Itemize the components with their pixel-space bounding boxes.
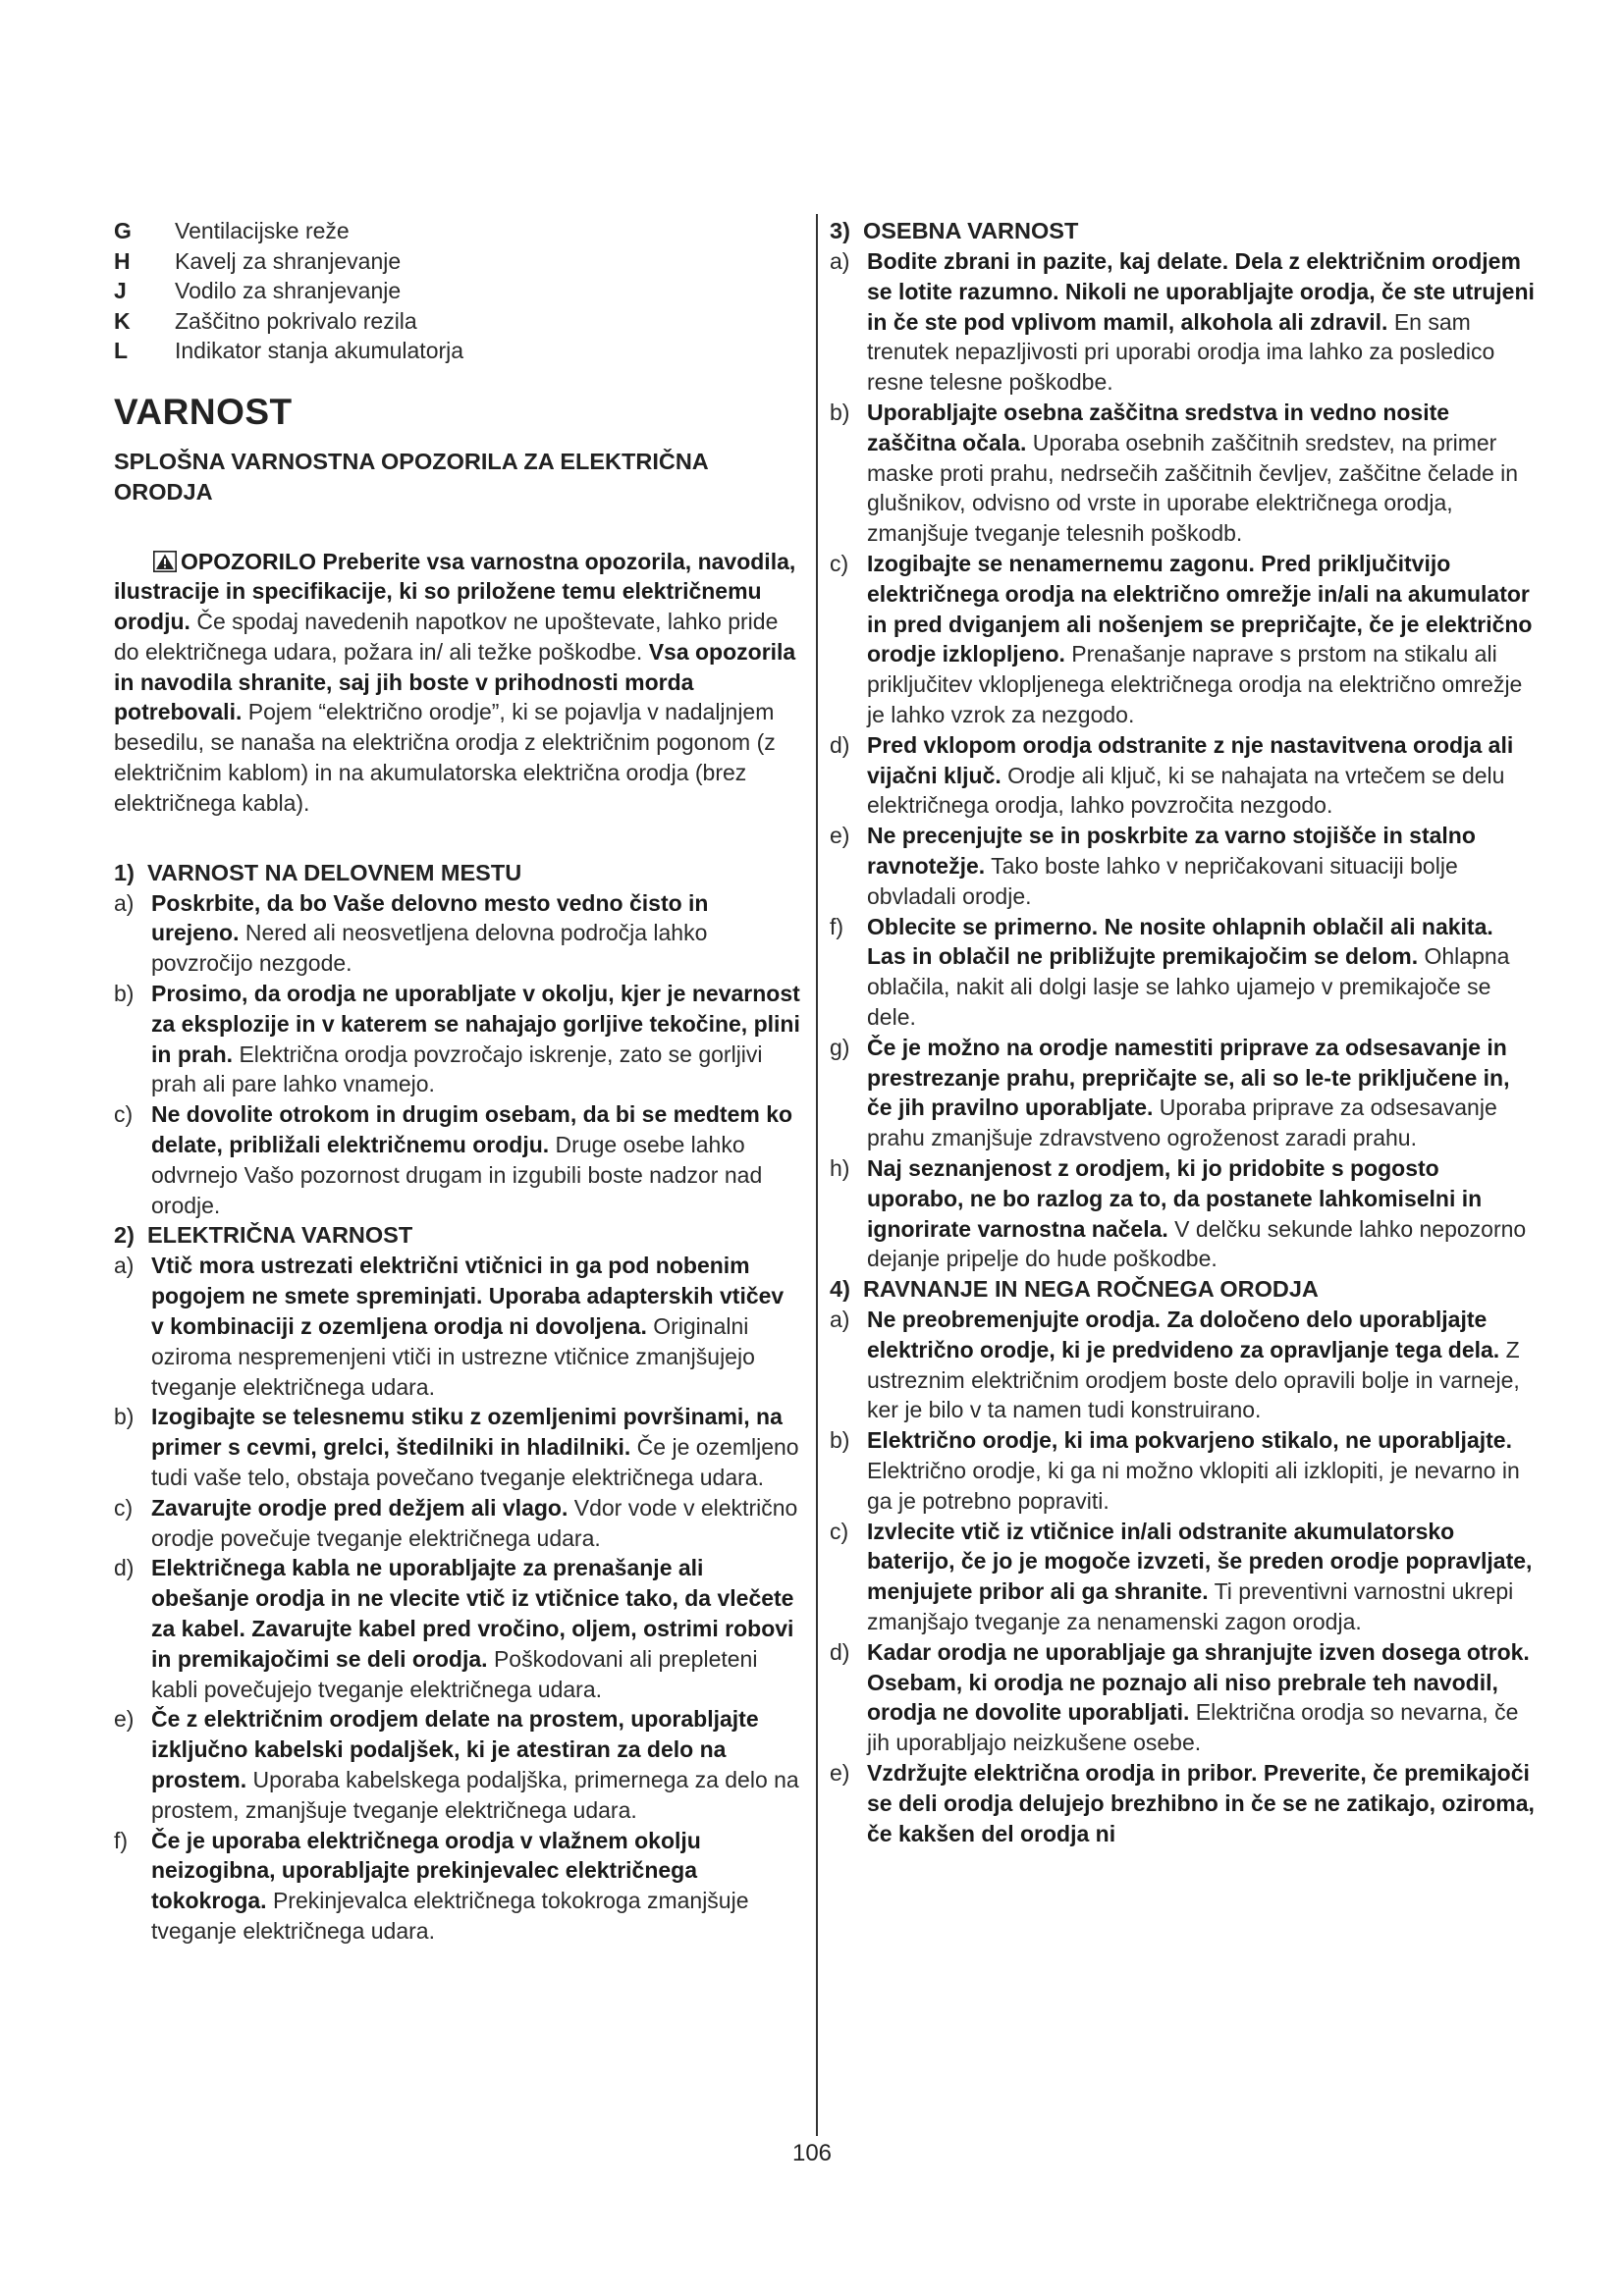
- legend-key: L: [114, 338, 129, 363]
- item-label: d): [830, 1638, 850, 1665]
- item-body: [151, 979, 801, 1099]
- item-text: Ohlapna oblačila, nakit ali dolgi lasje se lahko ujamejo v premikajoče se dele.: [867, 943, 1510, 1030]
- legend-row: [114, 276, 801, 306]
- safety-item: [114, 1704, 801, 1825]
- safety-item: [114, 1826, 801, 1947]
- item-bold-text: Če je uporaba električnega orodja v vlažnem okolju neizogibna, uporabljajte prekinjevalec električnega tokokroga.: [151, 1827, 701, 1914]
- item-text: Uporaba osebnih zaščitnih sredstev, na primer maske proti prahu, nedrsečih zaščitnih čevljev, zaščitne čelade in glušnikov, odvisno od vrste in uporabe električnega orodja, zmanjšuje tveganje telesnih poškodb.: [867, 429, 1519, 547]
- item-label: f): [830, 913, 844, 939]
- item-text: Druge osebe lahko odvrnejo Vašo pozornost drugam in izgubili boste nadzor nad orodje.: [151, 1132, 763, 1218]
- section-heading: 3) OSEBNA VARNOST: [830, 218, 1079, 243]
- item-label: d): [830, 731, 850, 758]
- item-body: [151, 1099, 801, 1220]
- item-bold-text: Vzdržujte električna orodja in pribor. Preverite, če premikajoči se deli orodja delujejo brezhibno in če se ne zatikajo, oziroma, če kakšen del orodja ni: [867, 1760, 1535, 1846]
- item-label: f): [114, 1827, 129, 1853]
- item-text: En sam trenutek nepazljivosti pri uporabi orodja ima lahko za posledico resne telesne poškodbe.: [867, 308, 1495, 396]
- legend-key: J: [114, 278, 127, 303]
- item-bold-text: Oblecite se primerno. Ne nosite ohlapnih oblačil ali nakita. Las in oblačil ne približujte premikajočim se delom.: [867, 913, 1493, 970]
- item-label: e): [830, 823, 850, 849]
- safety-item: [830, 1425, 1537, 1516]
- item-body: [867, 730, 1537, 821]
- warning-text-1: Če spodaj navedenih napotkov ne upoštevate, lahko pride do električnega udara, požara in/ ali težke poškodbe.: [114, 609, 779, 665]
- item-body: [151, 888, 801, 979]
- item-label: b): [114, 1404, 135, 1430]
- left-column: [114, 216, 801, 1947]
- item-text: Prekinjevalca električnega tokokroga zmanjšuje tveganje električnega udara.: [151, 1888, 749, 1944]
- item-bold-text: Uporabljajte osebna zaščitna sredstva in vedno nosite zaščitna očala.: [867, 399, 1450, 455]
- item-bold-text: Izogibajte se telesnemu stiku z ozemljenimi površinami, na primer s cevmi, grelci, štedilniki in hladilniki.: [151, 1404, 783, 1461]
- safety-item: [114, 1493, 801, 1554]
- item-bold-text: Električnega kabla ne uporabljajte za prenašanje ali obešanje orodja in ne vlecite vtič iz vtičnice tako, da vlečete za kabel. Zavarujte kabel pred vročino, oljem, ostrimi robovi in premikajočimi se deli orodja.: [151, 1555, 794, 1672]
- item-label: h): [830, 1154, 850, 1181]
- item-bold-text: Vtič mora ustrezati električni vtičnici in ga pod nobenim pogojem ne smete spreminjati. Uporaba adapterskih vtičev v kombinaciji z ozemljena orodja ni dovoljena.: [151, 1253, 785, 1340]
- page-number: 106: [791, 2140, 833, 2166]
- item-body: [867, 398, 1537, 549]
- legend-text: Vodilo za shranjevanje: [175, 278, 402, 303]
- item-label: a): [114, 889, 135, 916]
- item-body: [151, 1493, 801, 1554]
- item-body: [151, 1826, 801, 1947]
- right-sections: [830, 216, 1537, 1848]
- item-body: [867, 246, 1537, 398]
- item-body: [867, 1637, 1537, 1758]
- legend-text: Indikator stanja akumulatorja: [175, 338, 464, 363]
- item-text: Orodje ali ključ, ki se nahajata na vrtečem se delu električnega orodja, lahko povzročita nezgodo.: [867, 762, 1505, 819]
- warning-triangle-icon: [153, 551, 177, 572]
- item-label: b): [114, 981, 135, 1007]
- safety-item: [830, 549, 1537, 730]
- item-bold-text: Zavarujte orodje pred dežjem ali vlago.: [151, 1494, 568, 1521]
- item-text: Uporaba priprave za odsesavanje prahu zmanjšuje zdravstveno ogroženost zaradi prahu.: [867, 1095, 1497, 1151]
- column-divider: [816, 214, 818, 2136]
- item-text: Z ustreznim električnim orodjem boste delo opravili bolje in varneje, ker je bilo v ta namen tudi konstruirano.: [867, 1336, 1520, 1423]
- item-text: Če je ozemljeno tudi vaše telo, obstaja povečano tveganje električnega udara.: [151, 1434, 799, 1491]
- safety-item: [830, 821, 1537, 911]
- item-body: [151, 1251, 801, 1402]
- item-text: Vdor vode v električno orodje povečuje tveganje električnega udara.: [151, 1494, 798, 1551]
- safety-item: [830, 1637, 1537, 1758]
- item-body: [867, 821, 1537, 911]
- item-text: Tako boste lahko v nepričakovani situaciji bolje obvladali orodje.: [867, 852, 1458, 909]
- item-bold-text: Prosimo, da orodja ne uporabljate v okolju, kjer je nevarnost za eksplozije in v katerem se nahajajo gorljive tekočine, plini in prah.: [151, 981, 800, 1067]
- item-body: [867, 1033, 1537, 1153]
- item-body: [867, 1517, 1537, 1637]
- legend-text: Zaščitno pokrivalo rezila: [175, 307, 417, 334]
- item-label: c): [830, 550, 849, 576]
- item-body: [867, 549, 1537, 730]
- item-bold-text: Naj seznanjenost z orodjem, ki jo pridobite s pogosto uporabo, ne bo razlog za to, da postanete lahkomiselni in ignorirate varnostna načela.: [867, 1154, 1483, 1242]
- item-bold-text: Električno orodje, ki ima pokvarjeno stikalo, ne uporabljajte.: [867, 1427, 1512, 1454]
- item-label: b): [830, 1427, 850, 1454]
- legend-text: Ventilacijske reže: [175, 218, 350, 243]
- item-body: [867, 1425, 1537, 1516]
- item-bold-text: Pred vklopom orodja odstranite z nje nastavitvena orodja ali vijačni ključ.: [867, 731, 1514, 788]
- safety-item: [830, 246, 1537, 398]
- safety-item: [830, 1517, 1537, 1637]
- warning-bold-1: OPOZORILO Preberite vsa varnostna opozorila, navodila, ilustracije in specifikacije, ki so priložene temu električnemu orodju.: [114, 548, 796, 635]
- safety-item: [114, 1402, 801, 1492]
- item-label: b): [830, 399, 850, 425]
- item-label: c): [114, 1101, 134, 1128]
- safety-item: [114, 1553, 801, 1704]
- warning-paragraph: [114, 547, 801, 819]
- legend-row: [114, 246, 801, 277]
- item-bold-text: Kadar orodja ne uporabljaje ga shranjujte izven dosega otrok. Osebam, ki orodja ne poznajo ali niso prebrale teh navodil, orodja ne dovolite uporabljati.: [867, 1638, 1530, 1726]
- item-text: Ti preventivni varnostni ukrepi zmanjšajo tveganje za nenamenski zagon orodja.: [867, 1578, 1514, 1635]
- section-heading: 4) RAVNANJE IN NEGA ROČNEGA ORODJA: [830, 1276, 1319, 1303]
- item-bold-text: Ne dovolite otrokom in drugim osebam, da bi se medtem ko delate, približali električnemu orodju.: [151, 1101, 793, 1158]
- item-label: d): [114, 1555, 135, 1581]
- safety-item: [114, 979, 801, 1099]
- item-label: g): [830, 1034, 850, 1060]
- legend-row: [114, 306, 801, 337]
- legend-key: K: [114, 307, 131, 334]
- item-body: [151, 1704, 801, 1825]
- legend-row: [114, 336, 801, 366]
- item-bold-text: Če z električnim orodjem delate na prostem, uporabljajte izključno kabelski podaljšek, ki je atestiran za delo na prostem.: [151, 1706, 759, 1792]
- section-subtitle: SPLOŠNA VARNOSTNA OPOZORILA ZA ELEKTRIČNA ORODJA: [114, 448, 708, 505]
- safety-item: [830, 398, 1537, 549]
- item-label: e): [114, 1706, 135, 1733]
- warning-text-2: Pojem “električno orodje”, ki se pojavlja v nadaljnjem besedilu, se nanaša na električna orodja z električnim pogonom (z električnim kablom) in na akumulatorska električna orodja (brez električnega kabla).: [114, 699, 776, 816]
- item-text: Prenašanje naprave s prstom na stikalu ali priključitev vklopljenega električnega orodja na električno omrežje je lahko vzrok za nezgodo.: [867, 641, 1523, 727]
- item-bold-text: Poskrbite, da bo Vaše delovno mesto vedno čisto in urejeno.: [151, 889, 709, 946]
- item-text: Električno orodje, ki ga ni možno vklopiti ali izklopiti, je nevarno in ga je potrebno popraviti.: [867, 1458, 1520, 1514]
- item-body: [867, 1305, 1537, 1425]
- legend-key: G: [114, 218, 132, 243]
- item-label: a): [114, 1253, 135, 1279]
- item-label: c): [830, 1518, 849, 1544]
- parts-legend: [114, 216, 801, 366]
- section-heading: 2) ELEKTRIČNA VARNOST: [114, 1222, 413, 1249]
- safety-item: [830, 1153, 1537, 1274]
- item-bold-text: Bodite zbrani in pazite, kaj delate. Dela z električnim orodjem se lotite razumno. Nikoli ne uporabljajte orodja, če ste utrujeni in če ste pod vplivom mamil, alkohola ali zdravil.: [867, 248, 1535, 335]
- item-body: [151, 1553, 801, 1704]
- item-label: a): [830, 248, 850, 274]
- safety-item: [830, 730, 1537, 821]
- item-text: Uporaba kabelskega podaljška, primernega za delo na prostem, zmanjšuje tveganje električnega udara.: [151, 1766, 799, 1823]
- item-bold-text: Ne preobremenjujte orodja. Za določeno delo uporabljajte električno orodje, ki je predvideno za opravljanje tega dela.: [867, 1307, 1500, 1362]
- warning-bold-2: Vsa opozorila in navodila shranite, saj jih boste v prihodnosti morda potrebovali.: [114, 638, 796, 725]
- item-bold-text: Ne precenjujte se in poskrbite za varno stojišče in stalno ravnotežje.: [867, 823, 1476, 879]
- item-label: e): [830, 1760, 850, 1787]
- item-text: Električna orodja povzročajo iskrenje, zato se gorljivi prah ali pare lahko vnamejo.: [151, 1041, 763, 1097]
- item-label: a): [830, 1307, 850, 1333]
- item-bold-text: Če je možno na orodje namestiti priprave za odsesavanje in prestrezanje prahu, prepričajte se, ali so le-te priključene in, če jih pravilno uporabljate.: [867, 1034, 1510, 1121]
- item-body: [867, 1758, 1537, 1848]
- legend-text: Kavelj za shranjevanje: [175, 247, 402, 274]
- item-bold-text: Izvlecite vtič iz vtičnice in/ali odstranite akumulatorsko baterijo, če jo je mogoče izvzeti, še preden orodje popravljate, menjujete pribor ali ga shranite.: [867, 1518, 1533, 1605]
- item-text: Nered ali neosvetljena delovna področja lahko povzročijo nezgode.: [151, 920, 708, 977]
- safety-item: [830, 912, 1537, 1033]
- item-text: Originalni oziroma nespremenjeni vtiči in ustrezne vtičnice zmanjšujejo tveganje električnega udara.: [151, 1313, 755, 1400]
- item-body: [867, 912, 1537, 1033]
- safety-item: [114, 888, 801, 979]
- safety-item: [830, 1033, 1537, 1153]
- legend-key: H: [114, 247, 131, 274]
- item-text: Električna orodja so nevarna, če jih uporabljajo neizkušene osebe.: [867, 1699, 1519, 1756]
- left-sections: [114, 858, 801, 1947]
- safety-item: [114, 1251, 801, 1402]
- item-bold-text: Izogibajte se nenamernemu zagonu. Pred priključitvijo električnega orodja na električno omrežje in/ali na akumulator in pred dviganjem ali nošenjem se prepričajte, če je električno orodje izklopljeno.: [867, 550, 1533, 667]
- section-heading: 1) VARNOST NA DELOVNEM MESTU: [114, 859, 522, 885]
- section-title: VARNOST: [114, 391, 293, 432]
- safety-item: [830, 1758, 1537, 1848]
- item-body: [867, 1153, 1537, 1274]
- item-body: [151, 1402, 801, 1492]
- safety-item: [830, 1305, 1537, 1425]
- item-text: V delčku sekunde lahko nepozorno dejanje pripelje do hude poškodbe.: [867, 1215, 1527, 1272]
- legend-row: [114, 216, 801, 246]
- right-column: [830, 216, 1537, 1848]
- safety-item: [114, 1099, 801, 1220]
- item-label: c): [114, 1494, 134, 1521]
- item-text: Poškodovani ali prepleteni kabli povečujejo tveganje električnega udara.: [151, 1645, 758, 1702]
